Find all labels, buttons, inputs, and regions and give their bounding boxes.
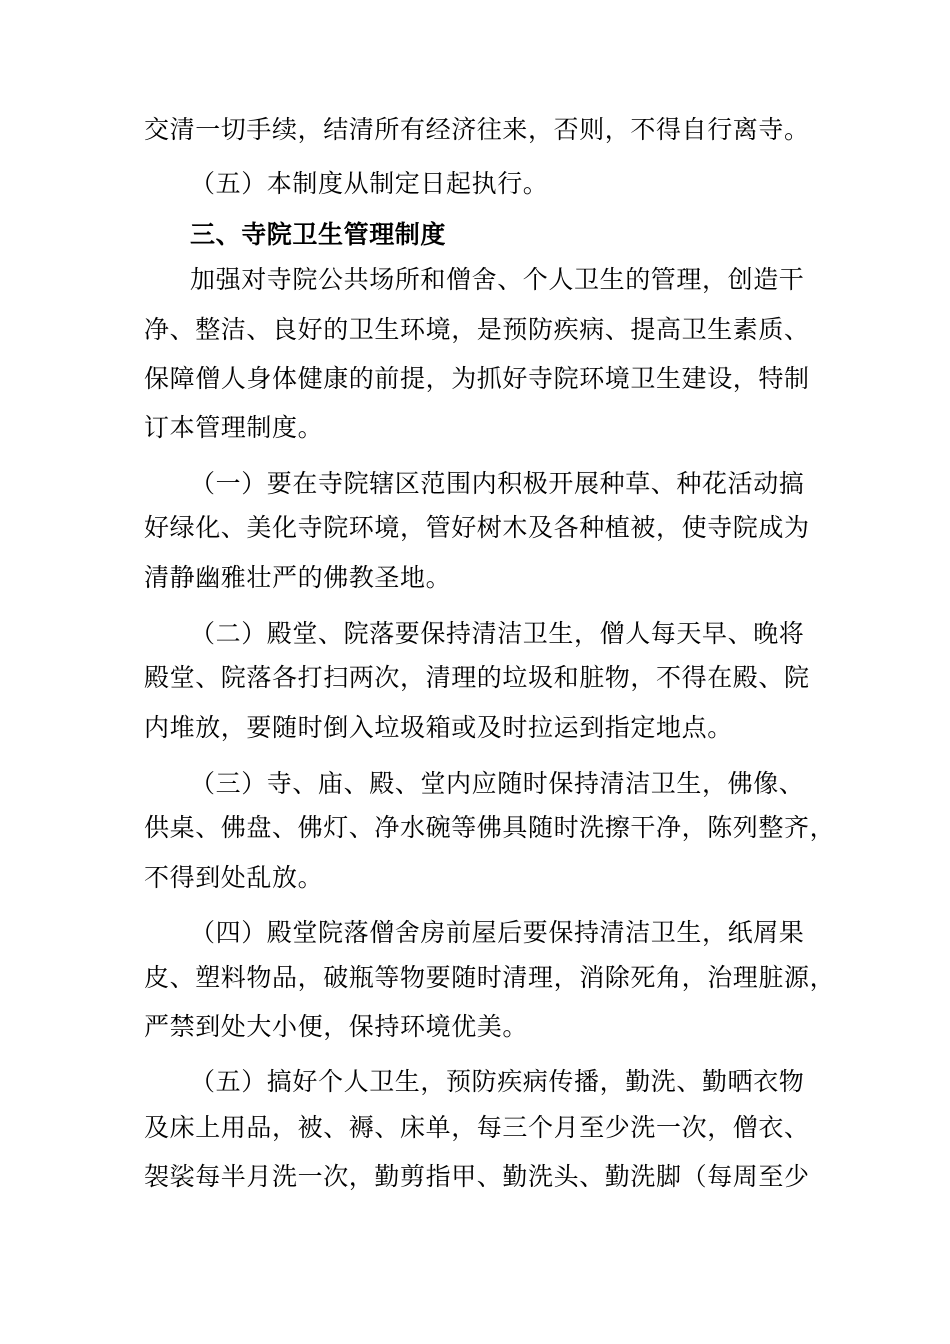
text-line: （一）要在寺院辖区范围内积极开展种草、种花活动搞: [190, 469, 805, 498]
text-line: 净、整洁、良好的卫生环境，是预防疾病、提高卫生素质、: [144, 315, 810, 344]
section-heading: 三、寺院卫生管理制度: [190, 220, 447, 249]
text-line: （五）本制度从制定日起执行。: [190, 169, 549, 198]
text-line: 殿堂、院落各打扫两次，清理的垃圾和脏物，不得在殿、院: [144, 663, 810, 692]
text-line: 皮、塑料物品，破瓶等物要随时清理，消除死角，治理脏源，: [144, 963, 836, 992]
text-line: 交清一切手续，结清所有经济往来，否则，不得自行离寺。: [144, 115, 810, 144]
text-line: 保障僧人身体健康的前提，为抓好寺院环境卫生建设，特制: [144, 364, 810, 393]
text-line: 订本管理制度。: [144, 413, 324, 442]
text-line: 供桌、佛盘、佛灯、净水碗等佛具随时洗擦干净，陈列整齐，: [144, 813, 836, 842]
text-line: 清静幽雅壮严的佛教圣地。: [144, 563, 452, 592]
text-line: （二）殿堂、院落要保持清洁卫生，僧人每天早、晚将: [190, 619, 805, 648]
text-line: 好绿化、美化寺院环境，管好树木及各种植被，使寺院成为: [144, 513, 810, 542]
text-line: （四）殿堂院落僧舍房前屋后要保持清洁卫生，纸屑果: [190, 918, 805, 947]
text-line: 内堆放，要随时倒入垃圾箱或及时拉运到指定地点。: [144, 713, 733, 742]
text-line: 不得到处乱放。: [144, 863, 324, 892]
text-line: 严禁到处大小便，保持环境优美。: [144, 1012, 529, 1041]
text-line: 及床上用品，被、褥、床单，每三个月至少洗一次，僧衣、: [144, 1113, 810, 1142]
text-line: 加强对寺院公共场所和僧舍、个人卫生的管理，创造干: [190, 265, 805, 294]
text-line: 袈裟每半月洗一次，勤剪指甲、勤洗头、勤洗脚（每周至少: [144, 1162, 810, 1191]
text-line: （五）搞好个人卫生，预防疾病传播，勤洗、勤晒衣物: [190, 1067, 805, 1096]
text-line: （三）寺、庙、殿、堂内应随时保持清洁卫生，佛像、: [190, 769, 805, 798]
